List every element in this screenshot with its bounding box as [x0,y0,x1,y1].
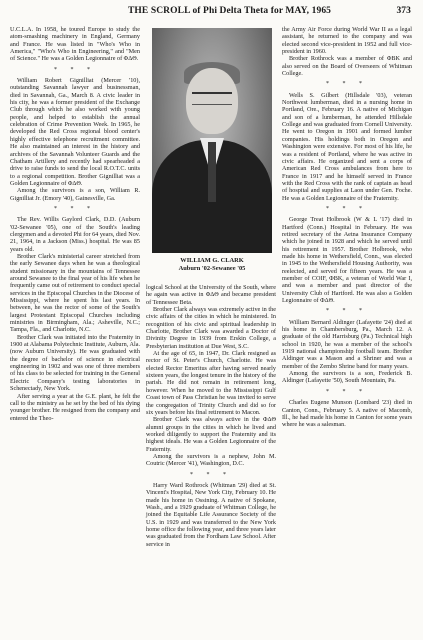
paragraph: the Army Air Force during World War II as a legal assistant, he returned to the company and was elected second vice-president in 1952 and full vice-president in 1960. [282,26,412,56]
column-left [10,26,140,422]
paragraph: Charles Eugene Munson (Lombard '23) died in Canton, Conn., February 5. A native of Macomb, Ill., he had made his home in Canton for some years where he was a salesman. [282,399,412,429]
page-number: 373 [396,6,411,16]
paragraph: Brother Clark was initiated into the Fraternity in 1900 at Alabama Polytechnic Institute, Auburn, Ala. (now Auburn University). He was graduated with the degree of bachelor of science in electrical engineering in 1902 and was one of three members of his class to be selected for training in the General Electric Company's testing laboratories in Schenectady, New York. [10,333,140,393]
paragraph: Brother Clark always was extremely active in the civic affairs of the cities in which he ministered. In recognition of his civic and spiritual leadership in Charlotte, Brother Clark was awarded a Doctor of Divinity Degree in 1939 from Erskin College, a Presbyterian institution at Due West, S.C. [146,306,276,350]
section-separator: * * * [326,81,368,88]
paragraph: Brother Clark's ministerial career stretched from the early Sewanee days when he was a theological student missionary in the mountains of Tennessee around Sewanee to the final year of his life when he frequently came out of retirement to conduct special services in the Episcopal Churches in the Diocese of Mississippi, where he spent his last years. In between, he was the rector of some of the South's largest Protestant Episcopal Churches including ministries in Birmingham, Ala.; Asheville, N.C.; Tampa, Fla., and Charlotte, N.C. [10,252,140,334]
paragraph: After serving a year at the G.E. plant, he felt the call to the ministry as he set by the bed of his dying younger brother. He resigned from the company and entered the Theo- [10,392,140,422]
paragraph: logical School at the University of the South, where he again was active in ΦΔΘ and became president of Tennessee Beta. [146,284,276,306]
paragraph: At the age of 65, in 1947, Dr. Clark resigned as rector of St. Peter's Church, Charlotte. He was elected Rector Emeritus after having served nearly sixteen years, the longest tenure in the history of the parish. He did not remain in retirement long, however. When he moved to the Mississippi Gulf Coast town of Pass Christian he was invited to serve the congregation of Trinity Church and did so for six years before his final retirement to Macon. [146,350,276,416]
paragraph: William Robert Gignilliat (Mercer '10), outstanding Savannah lawyer and businessman, died in Savannah, Ga., March 8. A civic leader in his city, he was a former president of the Exchange Club through which he also worked with young people, and helped to establish the annual celebration of Crime Prevention Week. In 1965, he developed the Red Cross regional blood center's highly effective telephone recruitment committee. He also maintained an interest in the history and archives of the Savannah Volunteer Guards and the Chatham Artillery and recently had spearheaded a drive to raise funds to send the local R.O.T.C. units to a regional competition. Brother Gignilliat was a Golden Legionnaire of ΦΔΘ. [10,77,140,187]
photo-caption [146,257,278,273]
photo-tie [208,142,216,202]
section-separator: * * * [326,308,368,315]
section-separator: * * * [190,471,232,478]
paragraph: Among the survivors is a son, William R. Gignilliat Jr. (Emory '40), Gainesville, Ga. [10,187,140,202]
caption-name: WILLIAM G. CLARK [180,257,244,264]
caption-chapter: Auburn '02-Sewanee '05 [178,265,246,272]
paragraph: U.C.L.A. In 1958, he toured Europe to study the atom-smashing machinery in England, Germany and France. He was listed in "Who's Who in America," "Who's Who in Engineering," and "Men of Science." He was a Golden Legionnaire of ΦΔΘ. [10,26,140,63]
section-separator: * * * [326,388,368,395]
paragraph: Among the survivors is a nephew, John M. Coutric (Mercer '41), Washington, D.C. [146,452,276,468]
paragraph: Wells S. Gilbert (Hillsdale '03), veteran Northwest lumberman, died in a nursing home in Portland, Ore., February 16. A native of Michigan and son of a lumberman, he attended Hillsdale College and was graduated from Cornell University. He went to Oregon in 1901 and formed lumber companies. His holdings both in Oregon and Washington were extensive. For most of his life, he was a resident of Portland, where he was active in civic affairs. He organized and sent a corps of American Red Cross ambulances from here to France in 1917 and he himself served in France with the Red Cross with the rank of captain as head of hospital and supplies at Laon under Gen. Foche. He was a Golden Legionnaire of the Fraternity. [282,91,412,202]
running-head [10,6,413,20]
section-separator: * * * [326,205,368,212]
paragraph: The Rev. Willis Gaylord Clark, D.D. (Auburn '02-Sewanee '05), one of the South's leading clergymen and a devoted Phi for 64 years, died Nov. 21, 1964, in a Jackson (Miss.) hospital. He was 85 years old. [10,216,140,253]
paragraph: Harry Ward Rothrock (Whitman '29) died at St. Vincent's Hospital, New York City, February 10. He made his home in Ossining. A native of Spokane, Wash., and a 1929 graduate of Whitman College, he joined the Equitable Life Assurance Society of the U.S. in 1929 and was transferred to the New York home office the following year, and three years later was graduated from the Fordham Law School. After service in [146,481,276,548]
photo-glasses [192,92,232,105]
journal-title: THE SCROLL of Phi Delta Theta for MAY, 1965 [128,6,332,16]
paragraph: George Treat Holbrook (W & L '17) died in Hartford (Conn.) Hospital in February. He was retired secretary of the Aetna Insurance Company which he joined in 1928 and which he served until his retirement in 1957. Brother Holbrook, who made his home in Wethersfield, Conn., was elected in 1945 to the Wethersfield Housing Authority, was reelected, and served for fifteen years. He was a member of COIF, ΦBK, a veteran of World War I, and was a member and past director of the University Club of Hartford. He was also a Golden Legionnaire of ΦΔΘ. [282,216,412,305]
section-separator: * * * [54,205,96,212]
paragraph: William Bernard Aldinger (Lafayette '24) died at his home in Chambersburg, Pa., March 12. A graduate of the old Harrisburg (Pa.) Technical high school in 1920, he was a member of the school's 1919 national championship football team. Brother Aldinger was a Mason and a Shriner and was a member of the Zembo Shrine band for many years. [282,318,412,370]
paragraph: Brother Rothrock was a member of ΦBK and also served on the Board of Overseers of Whitman College. [282,55,412,78]
portrait-photo [152,28,272,253]
column-right [282,26,412,429]
section-separator: * * * [54,66,96,73]
paragraph: Among the survivors is a son, Frederick B. Aldinger (Lafayette '50), South Mountain, Pa. [282,370,412,385]
paragraph: Brother Clark was always active in the ΦΔΘ alumni groups in the cities in which he lived and worked diligently to support the Fraternity and its highest ideals. He was a Golden Legionnaire of the Fraternity. [146,416,276,453]
column-middle [146,284,276,548]
